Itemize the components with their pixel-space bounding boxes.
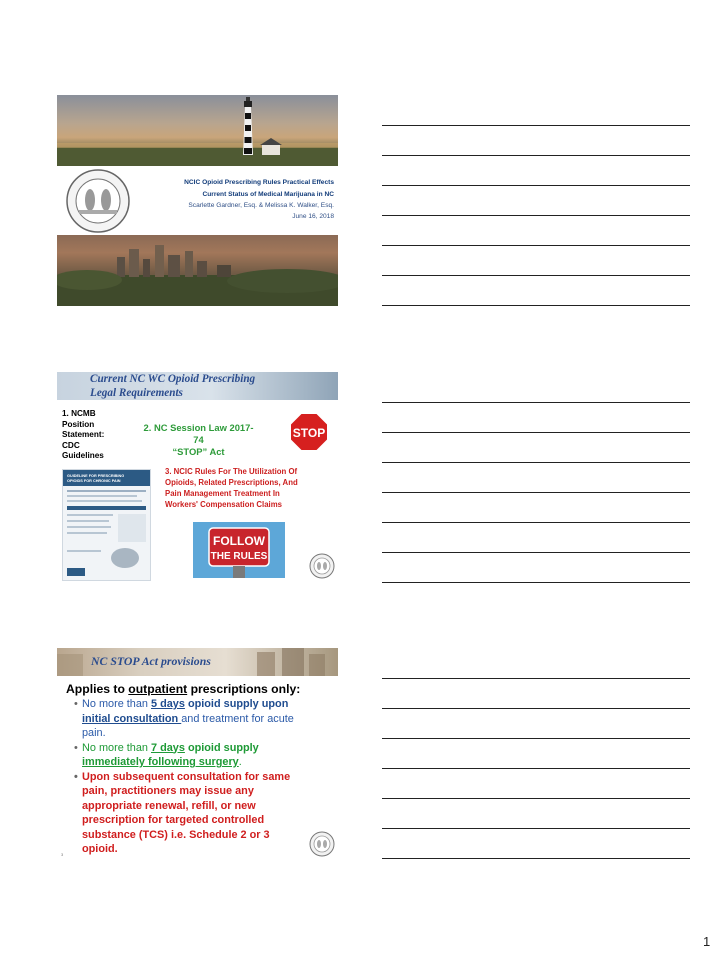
presenters: Scarlette Gardner, Esq. & Melissa K. Walker, Esq.: [188, 202, 334, 209]
city-skyline-photo: [57, 235, 338, 306]
ncic-rules-line-2: Opioids, Related Prescriptions, And: [165, 478, 298, 487]
note-line: [382, 798, 690, 799]
note-line: [382, 462, 690, 463]
b1-text-c: opioid supply upon: [184, 698, 289, 710]
presentation-title: NCIC Opioid Prescribing Rules Practical Effects: [184, 179, 334, 186]
note-line: [382, 858, 690, 859]
note-line: [382, 582, 690, 583]
slide-2-title: [90, 372, 255, 400]
note-line: [382, 738, 690, 739]
b3-line-6: opioid.: [82, 843, 118, 855]
b1-text-f: pain.: [82, 727, 106, 739]
slide-3-title: NC STOP Act provisions: [91, 654, 211, 668]
slide-2-title-line-2: Legal Requirements: [90, 387, 183, 399]
note-line: [382, 125, 690, 126]
b3-line-2: pain, practitioners may issue any: [82, 785, 254, 797]
slide-2-title-line-1: Current NC WC Opioid Prescribing: [90, 373, 256, 385]
heading-prefix: Applies to: [66, 682, 129, 696]
session-law-item: [141, 422, 256, 458]
note-line: [382, 768, 690, 769]
ncic-rules-line-1: 3. NCIC Rules For The Utilization Of: [165, 467, 298, 476]
doc-title-line-2: OPIOIDS FOR CHRONIC PAIN: [67, 479, 121, 483]
slide-3: [57, 648, 338, 859]
note-line: [382, 522, 690, 523]
b3-line-1: Upon subsequent consultation for same: [82, 770, 291, 783]
note-line: [382, 215, 690, 216]
heading-outpatient: outpatient: [128, 682, 188, 696]
bullet-5-days: [74, 697, 329, 741]
b3-line-4: prescription for targeted controlled: [82, 814, 265, 826]
slide-number: 3: [61, 852, 64, 857]
nc-seal-small-icon: [309, 831, 335, 857]
cdc-guideline-document: [62, 469, 151, 581]
presentation-date: June 16, 2018: [292, 213, 334, 220]
note-line: [382, 432, 690, 433]
presentation-subtitle: Current Status of Medical Marijuana in NC: [202, 191, 334, 198]
b2-text-c: opioid supply: [184, 741, 259, 754]
follow-the-rules-sign: [193, 522, 285, 578]
slide-1: [57, 95, 338, 306]
note-line: [382, 305, 690, 306]
ncmb-item: [62, 409, 132, 462]
stop-act-bullets: [74, 697, 329, 857]
b2-period: .: [238, 756, 242, 768]
nc-seal-small-icon: [309, 553, 335, 579]
b1-5-days: 5 days: [151, 698, 185, 710]
heading-suffix: prescriptions only:: [187, 682, 301, 696]
ncmb-line-1: 1. NCMB: [62, 409, 96, 418]
ncmb-line-4: CDC: [62, 440, 80, 450]
ncic-rules-line-3: Pain Management Treatment In: [165, 489, 280, 498]
note-line: [382, 245, 690, 246]
note-line: [382, 678, 690, 679]
ncmb-line-5: Guidelines: [62, 451, 104, 460]
ncic-rules-line-4: Workers' Compensation Claims: [165, 500, 282, 509]
page-number: 1: [703, 934, 711, 949]
note-line: [382, 275, 690, 276]
b1-text-e: and treatment for acute: [181, 712, 294, 725]
session-law-line-1: 2. NC Session Law 2017-74: [143, 422, 254, 445]
b1-text-a: No more than: [82, 698, 152, 710]
note-line: [382, 708, 690, 709]
session-law-line-2: “STOP” Act: [172, 446, 225, 457]
slide-3-heading: [66, 682, 300, 696]
b2-following-surgery: immediately following surgery: [82, 756, 239, 768]
lighthouse-photo: [57, 95, 338, 166]
stop-sign-text: STOP: [292, 426, 326, 440]
stop-sign-icon: [289, 412, 329, 452]
doc-title-line-1: GUIDELINE FOR PRESCRIBING: [67, 474, 125, 478]
ncic-rules-item: [165, 466, 337, 510]
note-line: [382, 155, 690, 156]
note-line: [382, 402, 690, 403]
slide-2: [57, 372, 338, 583]
ncmb-line-3: Statement:: [62, 430, 105, 439]
follow-text: FOLLOW: [213, 534, 265, 548]
bullet-7-days: [74, 741, 329, 770]
nc-state-seal: [65, 168, 131, 234]
b1-initial-consultation: initial consultation: [82, 712, 182, 725]
note-line: [382, 492, 690, 493]
ncmb-line-2: Position: [62, 419, 95, 429]
note-line: [382, 552, 690, 553]
b2-7-days: 7 days: [151, 741, 185, 754]
note-line: [382, 828, 690, 829]
note-line: [382, 185, 690, 186]
the-rules-text: THE RULES: [210, 551, 268, 562]
b2-text-a: No more than: [82, 741, 152, 754]
b3-line-5: substance (TCS) i.e. Schedule 2 or 3: [82, 828, 270, 841]
b3-line-3: appropriate renewal, refill, or new: [82, 799, 256, 812]
bullet-subsequent: [74, 770, 329, 857]
